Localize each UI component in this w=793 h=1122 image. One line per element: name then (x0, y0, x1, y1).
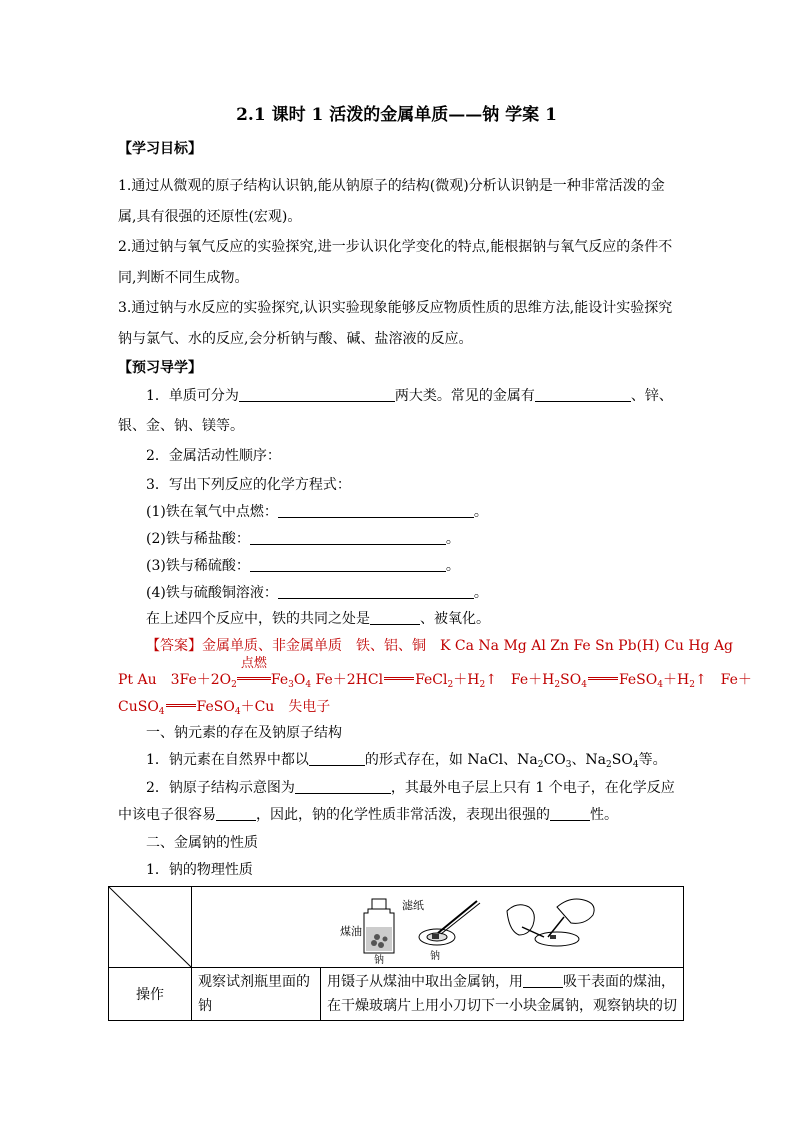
operation-cell-1: 观察试剂瓶里面的 钠 (192, 968, 321, 1021)
section-1-p1: 1．钠元素在自然界中都以 的形式存在，如 NaCl、$Na_2CO_3$、$Na_2SO_4$等。 (146, 752, 667, 770)
answer-line-3: CuSO$_4$ FeSO$_4$＋Cu 失电子 (118, 699, 331, 717)
section-1-heading: 一、钠元素的存在及钠原子结构 (146, 725, 342, 741)
goal-line: 3.通过钠与水反应的实验探究,认识实验现象能够反应物质性质的思维方法,能设计实验探究 (118, 300, 673, 316)
operation-cell-2: 用镊子从煤油中取出金属钠，用 吸干表面的煤油， 在干燥玻璃片上用小刀切下一小块金属钠，观察钠块的切 (321, 968, 684, 1021)
answer-blank (309, 751, 365, 766)
goal-line: 2.通过钠与氧气反应的实验探究,进一步认识化学变化的特点,能根据钠与氧气反应的条件不 (118, 239, 673, 255)
cutting-hands-icon (507, 899, 594, 946)
common-point: 在上述四个反应中，铁的共同之处是 、被氧化。 (146, 611, 490, 627)
label-kerosene: 煤油 (340, 926, 362, 938)
answer-line-2: Pt Au $3Fe+2O_2$ 点燃 $Fe_3O_4$ Fe＋2HCl $FeCl_2+H_2↑$ $Fe+H_2SO_4$ $FeSO_4+H_2↑$ Fe＋ (118, 656, 752, 690)
preview-q1: 1．单质可分为 两大类。常见的金属有 、锌、 (146, 388, 673, 404)
label-filter-paper: 滤纸 (402, 900, 424, 912)
page-title: 2.1 课时 1 活泼的金属单质——钠 学案 1 (236, 105, 557, 125)
answer-blank (523, 973, 563, 988)
answer-blank (216, 806, 256, 821)
experiment-illustration (192, 887, 682, 967)
physical-properties-table (108, 886, 684, 1021)
answer-blank (250, 530, 446, 545)
answer-blank (278, 584, 474, 599)
answer-blank (550, 806, 590, 821)
section-2-sub1: 1．钠的物理性质 (146, 862, 253, 878)
experiment-figure-cell (192, 887, 684, 968)
reaction-3: (3)铁与稀硫酸： 。 (146, 558, 460, 574)
reaction-4: (4)铁与硫酸铜溶液： 。 (146, 585, 488, 601)
section-1-p2-cont: 中该电子很容易 ，因此，钠的化学性质非常活泼，表现出很强的 性。 (118, 807, 618, 823)
goal-line: 钠与氯气、水的反应,会分析钠与酸、碱、盐溶液的反应。 (118, 331, 473, 347)
reaction-1: (1)铁在氧气中点燃： 。 (146, 504, 488, 520)
goal-line: 同,判断不同生成物。 (118, 270, 249, 286)
table-header-corner (109, 887, 192, 968)
reaction-2: (2)铁与稀盐酸： 。 (146, 531, 460, 547)
label-sodium-1: 钠 (374, 955, 384, 966)
preview-q1-cont: 银、金、钠、镁等。 (118, 418, 244, 434)
answer-line-1: 【答案】金属单质、非金属单质 铁、铝、铜 K Ca Na Mg Al Zn Fe Sn Pb(H) Cu Hg Ag (146, 638, 734, 654)
answer-blank (250, 557, 446, 572)
answer-blank (278, 503, 474, 518)
answer-blank (239, 387, 395, 402)
label-sodium-2: 钠 (430, 951, 440, 962)
answer-blank (370, 610, 420, 625)
goal-line: 1.通过从微观的原子结构认识钠,能从钠原子的结构(微观)分析认识钠是一种非常活泼的金 (118, 178, 665, 194)
answer-blank (295, 779, 391, 794)
section-2-heading: 二、金属钠的性质 (146, 835, 258, 851)
preview-q3: 3．写出下列反应的化学方程式： (146, 477, 351, 493)
goal-line: 属,具有很强的还原性(宏观)。 (118, 209, 302, 225)
goals-heading: 【学习目标】 (118, 141, 202, 157)
answer-blank (535, 387, 631, 402)
preview-q2: 2．金属活动性顺序： (146, 448, 281, 464)
filter-paper-icon (419, 901, 480, 945)
preview-heading: 【预习导学】 (118, 360, 202, 376)
section-1-p2: 2．钠原子结构示意图为 ，其最外电子层上只有 1 个电子，在化学反应 (146, 780, 675, 796)
diagonal-line (109, 887, 191, 967)
row-label-operation: 操作 (109, 968, 192, 1021)
reagent-bottle-icon (364, 899, 394, 953)
reaction-condition: 点燃 (237, 670, 271, 690)
